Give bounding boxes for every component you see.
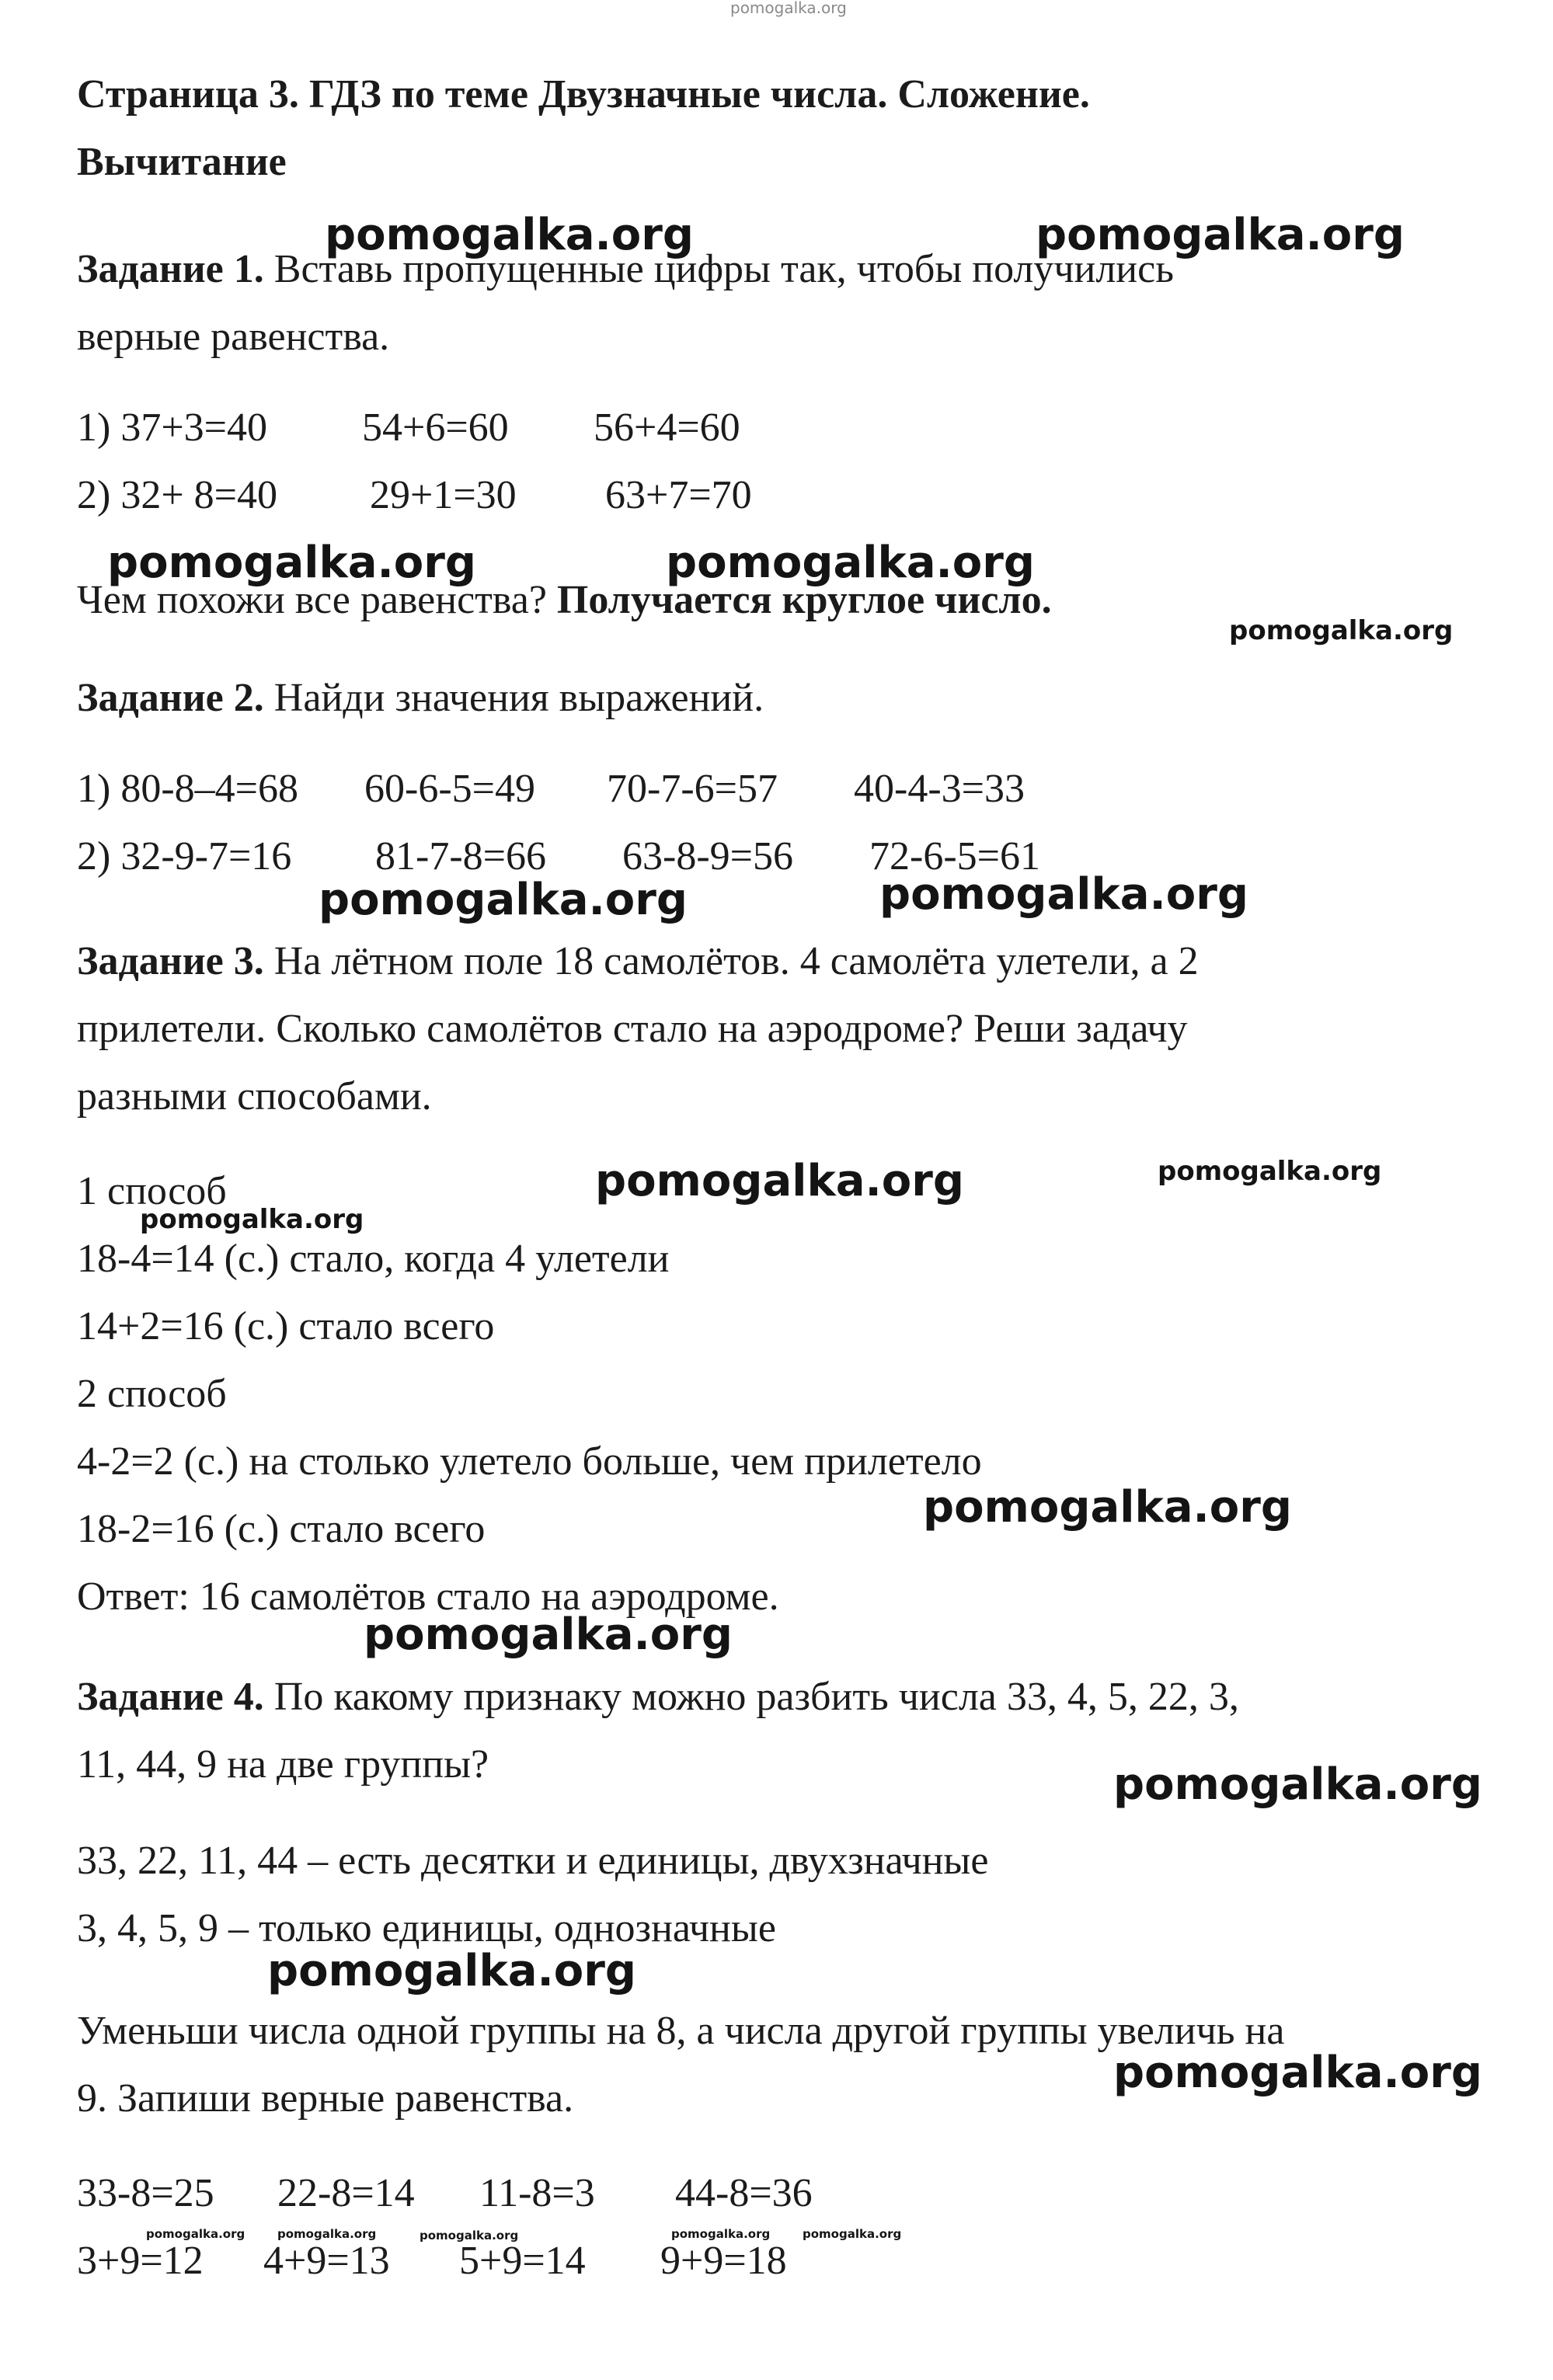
watermark: pomogalka.org xyxy=(666,538,1035,588)
task4-text: По какому признаку можно разбить числа 33, 4, 5, 22, 3, xyxy=(263,1675,1239,1719)
watermark: pomogalka.org xyxy=(319,875,688,925)
task3-answer: Ответ: 16 самолётов стало на аэродроме. xyxy=(77,1574,779,1619)
task3-m2-line2: 18-2=16 (с.) стало всего xyxy=(77,1507,486,1551)
watermark-small: pomogalka.org xyxy=(1229,615,1454,646)
watermark-top: pomogalka.org xyxy=(730,0,847,17)
watermark: pomogalka.org xyxy=(879,869,1248,920)
task4-row1 xyxy=(77,2171,813,2215)
task4-eq: 44-8=36 xyxy=(675,2171,813,2215)
task3-text-line3: разными способами. xyxy=(77,1074,432,1119)
task4-group1: 33, 22, 11, 44 – есть десятки и единицы, двухзначные xyxy=(77,1839,989,1883)
task1-eq: 29+1=30 xyxy=(370,473,517,517)
task3-method2: 2 способ xyxy=(77,1372,227,1416)
task4-eq: 4+9=13 xyxy=(263,2239,390,2283)
page-title-line1: Страница 3. ГДЗ по теме Двузначные числа. Сложение. xyxy=(77,72,1090,117)
task4-eq: 9+9=18 xyxy=(660,2239,787,2283)
task2-row1 xyxy=(77,767,1025,811)
task2-heading xyxy=(77,676,764,720)
task1-text: Вставь пропущенные цифры так, чтобы получились xyxy=(263,247,1174,291)
task1-eq: 56+4=60 xyxy=(594,405,740,450)
task1-label: Задание 1. xyxy=(77,247,264,291)
task3-m2-line1: 4-2=2 (с.) на столько улетело больше, чем прилетело xyxy=(77,1439,982,1484)
task3-label: Задание 3. xyxy=(77,939,264,983)
task1-row1 xyxy=(77,405,740,450)
task3-method1: 1 способ xyxy=(77,1169,227,1213)
task4-eq: 22-8=14 xyxy=(277,2171,415,2215)
task2-eq: 63-8-9=56 xyxy=(622,834,793,879)
watermark: pomogalka.org xyxy=(595,1156,964,1206)
watermark: pomogalka.org xyxy=(364,1609,733,1660)
task1-question: Чем похожи все равенства? xyxy=(77,578,557,622)
task2-eq: 70-7-6=57 xyxy=(607,767,778,811)
watermark: pomogalka.org xyxy=(1036,210,1405,260)
watermark: pomogalka.org xyxy=(923,1482,1292,1533)
watermark: pomogalka.org xyxy=(1113,1759,1482,1810)
task3-m1-line1: 18-4=14 (с.) стало, когда 4 улетели xyxy=(77,1237,670,1281)
watermark-tiny: pomogalka.org xyxy=(803,2227,902,2241)
task1-row2 xyxy=(77,473,752,517)
task2-eq: 40-4-3=33 xyxy=(854,767,1025,811)
watermark-tiny: pomogalka.org xyxy=(671,2227,771,2241)
task1-eq: 54+6=60 xyxy=(362,405,509,450)
task2-eq: 2) 32-9-7=16 xyxy=(77,834,292,879)
task4-label: Задание 4. xyxy=(77,1675,264,1719)
task3-m1-line2: 14+2=16 (с.) стало всего xyxy=(77,1304,495,1348)
watermark-tiny: pomogalka.org xyxy=(146,2227,245,2241)
watermark-tiny: pomogalka.org xyxy=(277,2227,377,2241)
task2-text: Найди значения выражений. xyxy=(263,676,764,720)
task2-label: Задание 2. xyxy=(77,676,264,720)
watermark-small: pomogalka.org xyxy=(140,1204,364,1235)
task3-heading xyxy=(77,939,1199,983)
watermark: pomogalka.org xyxy=(1113,2048,1482,2098)
watermark: pomogalka.org xyxy=(325,210,694,260)
watermark: pomogalka.org xyxy=(267,1946,636,1996)
task3-text-line2: прилетели. Сколько самолётов стало на аэродроме? Реши задачу xyxy=(77,1007,1188,1051)
watermark-small: pomogalka.org xyxy=(1158,1156,1382,1187)
task1-eq: 63+7=70 xyxy=(605,473,752,517)
watermark-tiny: pomogalka.org xyxy=(420,2229,519,2243)
task4-text-line2: 11, 44, 9 на две группы? xyxy=(77,1742,489,1787)
task4-instruction-line1: Уменьши числа одной группы на 8, а числа другой группы увеличь на xyxy=(77,2009,1285,2053)
task1-text-line2: верные равенства. xyxy=(77,315,390,359)
task2-eq: 60-6-5=49 xyxy=(364,767,535,811)
task1-answer: Получается круглое число. xyxy=(556,578,1052,622)
task2-eq: 81-7-8=66 xyxy=(375,834,546,879)
task4-eq: 3+9=12 xyxy=(77,2239,204,2283)
task4-eq: 33-8=25 xyxy=(77,2171,214,2215)
task4-row2 xyxy=(77,2239,787,2283)
task4-eq: 11-8=3 xyxy=(479,2171,595,2215)
task4-eq: 5+9=14 xyxy=(459,2239,586,2283)
task2-eq: 1) 80-8–4=68 xyxy=(77,767,298,811)
task4-group2: 3, 4, 5, 9 – только единицы, однозначные xyxy=(77,1906,776,1950)
task4-instruction-line2: 9. Запиши верные равенства. xyxy=(77,2076,574,2121)
watermark: pomogalka.org xyxy=(107,538,476,588)
task1-eq: 2) 32+ 8=40 xyxy=(77,473,277,517)
page-title-line2: Вычитание xyxy=(77,140,287,184)
task1-eq: 1) 37+3=40 xyxy=(77,405,267,450)
task2-eq: 72-6-5=61 xyxy=(869,834,1040,879)
task3-text: На лётном поле 18 самолётов. 4 самолёта улетели, а 2 xyxy=(263,939,1199,983)
task4-heading xyxy=(77,1675,1239,1719)
